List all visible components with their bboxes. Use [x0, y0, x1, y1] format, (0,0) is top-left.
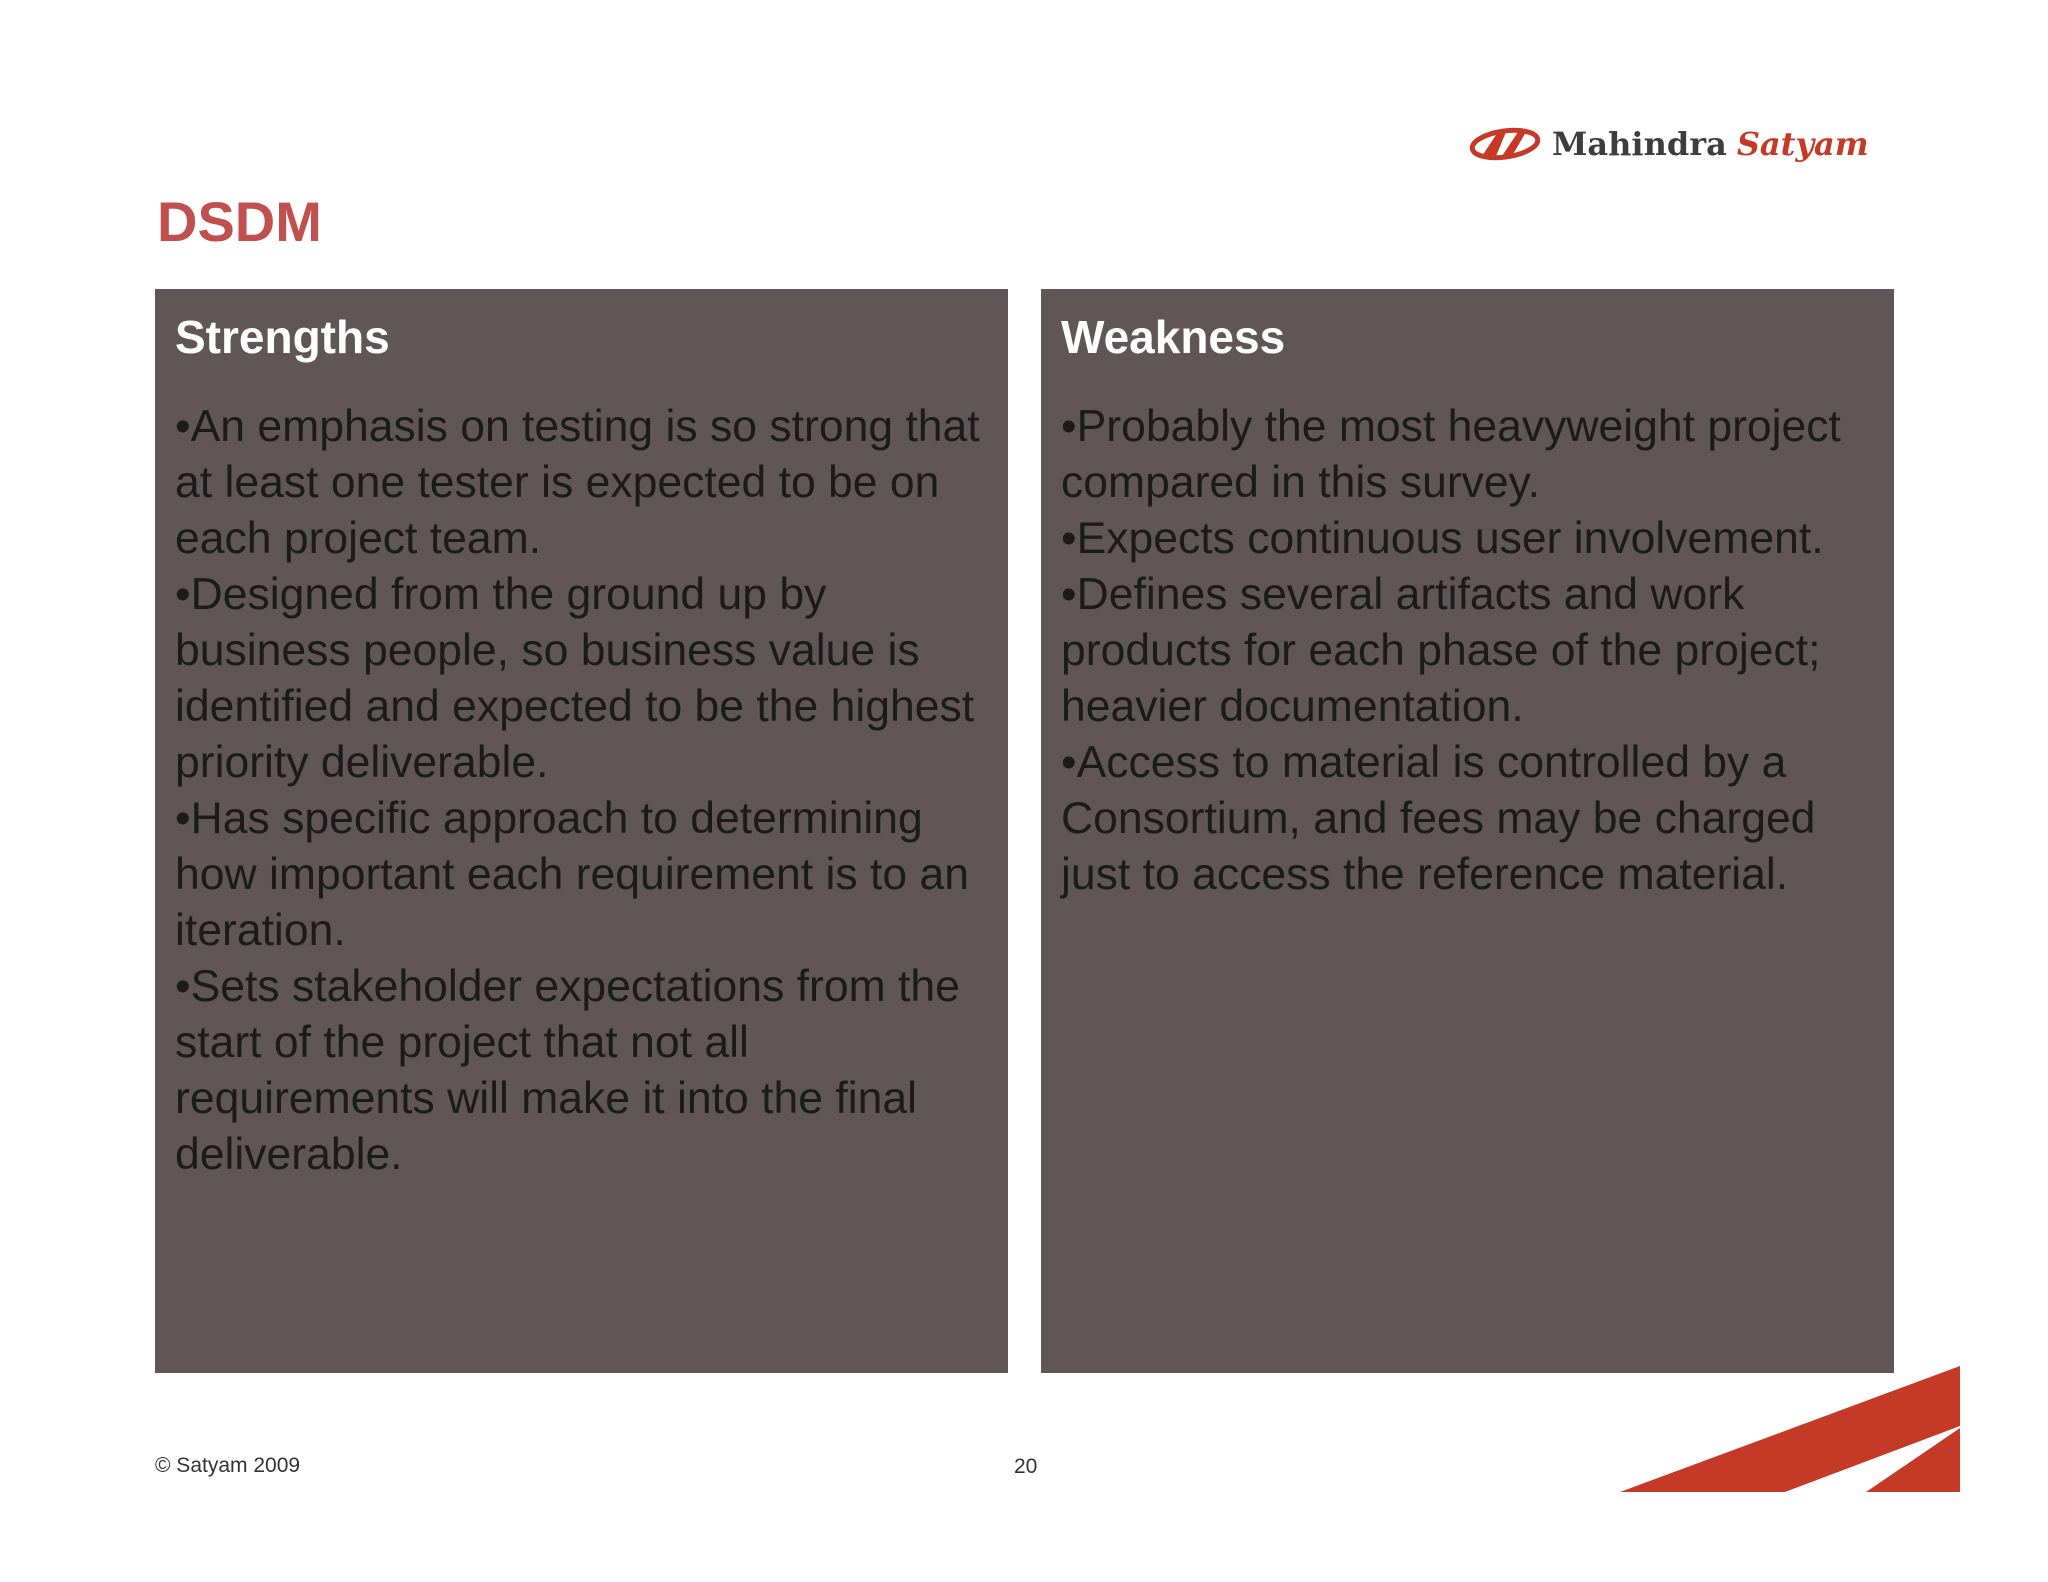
copyright-text: © Satyam 2009 — [155, 1454, 301, 1477]
logo-mahindra-text: Mahindra — [1552, 125, 1727, 163]
weakness-list — [1061, 399, 1874, 903]
strengths-item: • Has specific approach to determining how important each requirement is to an iteration. — [175, 791, 988, 959]
corner-stripes-graphic — [1620, 1362, 1960, 1494]
strengths-panel — [155, 289, 1008, 1373]
logo-satyam-text: Satyam — [1736, 125, 1869, 163]
mahindra-swoosh-icon — [1468, 126, 1542, 162]
strengths-item: • An emphasis on testing is so strong that at least one tester is expected to be on each project team. — [175, 399, 988, 567]
weakness-item: • Access to material is controlled by a Consortium, and fees may be charged just to access the reference material. — [1061, 735, 1874, 903]
weakness-heading: Weakness — [1061, 311, 1286, 363]
slide-title: DSDM — [157, 190, 322, 253]
weakness-panel — [1041, 289, 1894, 1373]
mahindra-satyam-logo — [1468, 122, 1869, 166]
logo-wordmark — [1552, 122, 1869, 166]
strengths-list — [175, 399, 988, 1183]
page-number: 20 — [1014, 1455, 1038, 1478]
weakness-item: • Probably the most heavyweight project compared in this survey. — [1061, 399, 1874, 511]
weakness-item: • Expects continuous user involvement. — [1061, 511, 1874, 567]
strengths-heading: Strengths — [175, 311, 390, 363]
weakness-item: • Defines several artifacts and work products for each phase of the project; heavier documentation. — [1061, 567, 1874, 735]
strengths-item: • Designed from the ground up by business people, so business value is identified and expected to be the highest priority deliverable. — [175, 567, 988, 791]
strengths-item: • Sets stakeholder expectations from the start of the project that not all requirements will make it into the final deliverable. — [175, 959, 988, 1183]
